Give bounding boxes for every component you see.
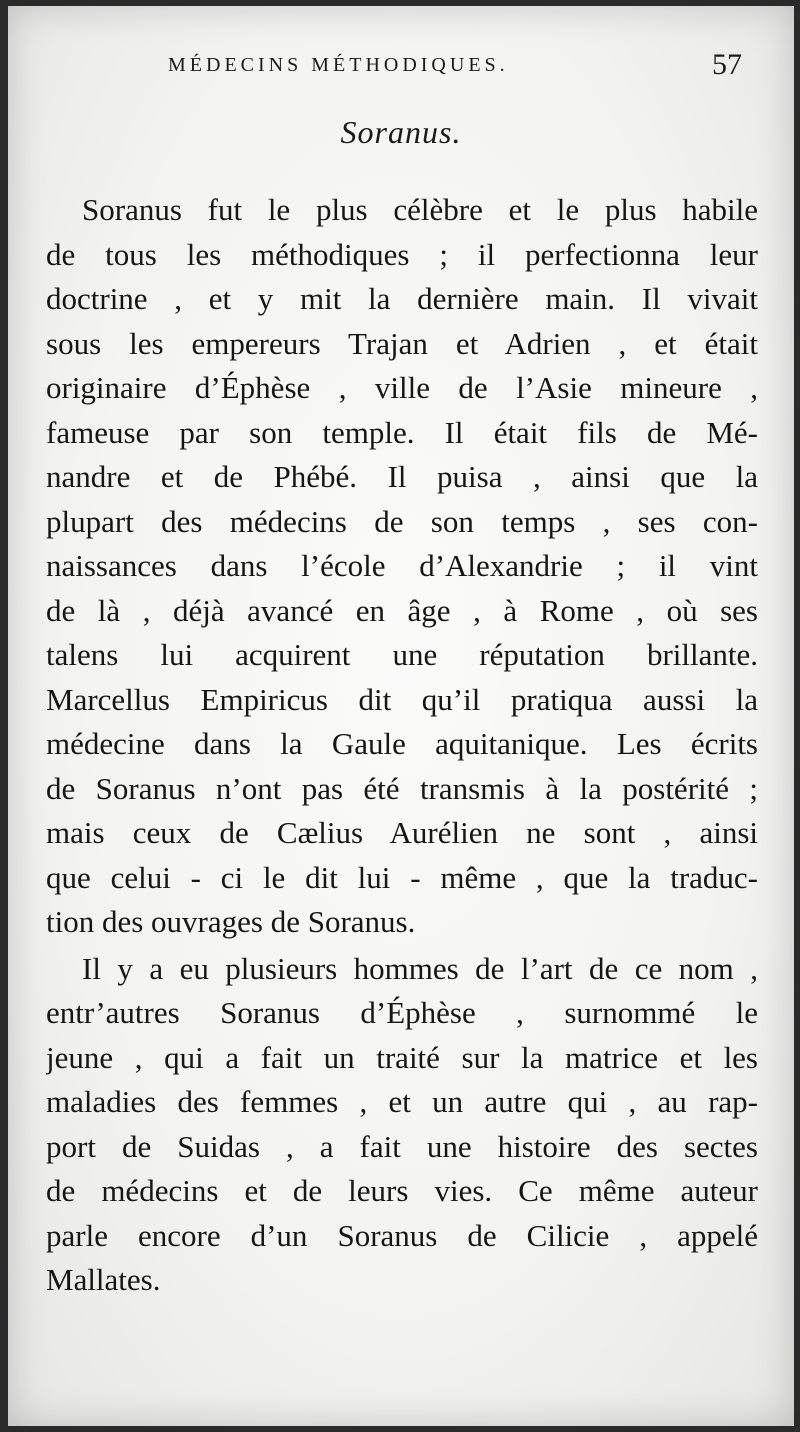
text-line: entr’autres Soranus d’Éphèse , surnommé le [46,995,758,1030]
paragraph [46,947,758,1303]
text-line: sous les empereurs Trajan et Adrien , et était [46,325,758,361]
running-title: MÉDECINS MÉTHODIQUES. [168,54,509,76]
running-head [8,50,794,90]
section-title: Soranus. [340,114,462,150]
text-line: Mallates. [46,1262,161,1297]
text-line: naissances dans l’école d’Alexandrie ; il vint [46,548,758,583]
page-number: 57 [712,48,742,81]
text-line: que celui - ci le dit lui - même , que la traduc- [46,859,758,895]
text-line: originaire d’Éphèse , ville de l’Asie mineure , [46,370,758,405]
text-line: Il y a eu plusieurs hommes de l’art de ce nom , [82,950,758,986]
text-line: fameuse par son temple. Il était fils de Mé- [46,414,758,450]
paragraph [46,188,758,945]
text-line: jeune , qui a fait un traité sur la matrice et les [46,1039,758,1075]
text-line: de tous les méthodiques ; il perfectionna leur [46,236,758,272]
text-line: port de Suidas , a fait une histoire des sectes [46,1128,758,1164]
text-line: maladies des femmes , et un autre qui , au rap- [46,1084,758,1119]
text-line: talens lui acquirent une réputation brillante. [46,637,758,672]
text-line: tion des ouvrages de Soranus. [46,904,416,939]
text-line: médecine dans la Gaule aquitanique. Les écrits [46,726,758,761]
text-line: doctrine , et y mit la dernière main. Il vivait [46,281,758,316]
text-line: de là , déjà avancé en âge , à Rome , où ses [46,592,758,628]
text-line: Marcellus Empiricus dit qu’il pratiqua aussi la [46,681,758,717]
text-line: de Soranus n’ont pas été transmis à la postérité ; [46,770,758,806]
text-line: Soranus fut le plus célèbre et le plus habile [82,192,758,227]
text-line: nandre et de Phébé. Il puisa , ainsi que la [46,459,758,494]
body-text [46,188,758,1303]
text-line: parle encore d’un Soranus de Cilicie , appelé [46,1217,758,1253]
text-line: mais ceux de Cælius Aurélien ne sont , ainsi [46,815,758,850]
text-line: plupart des médecins de son temps , ses con- [46,503,758,539]
text-line: de médecins et de leurs vies. Ce même auteur [46,1173,758,1208]
book-page [8,6,794,1426]
